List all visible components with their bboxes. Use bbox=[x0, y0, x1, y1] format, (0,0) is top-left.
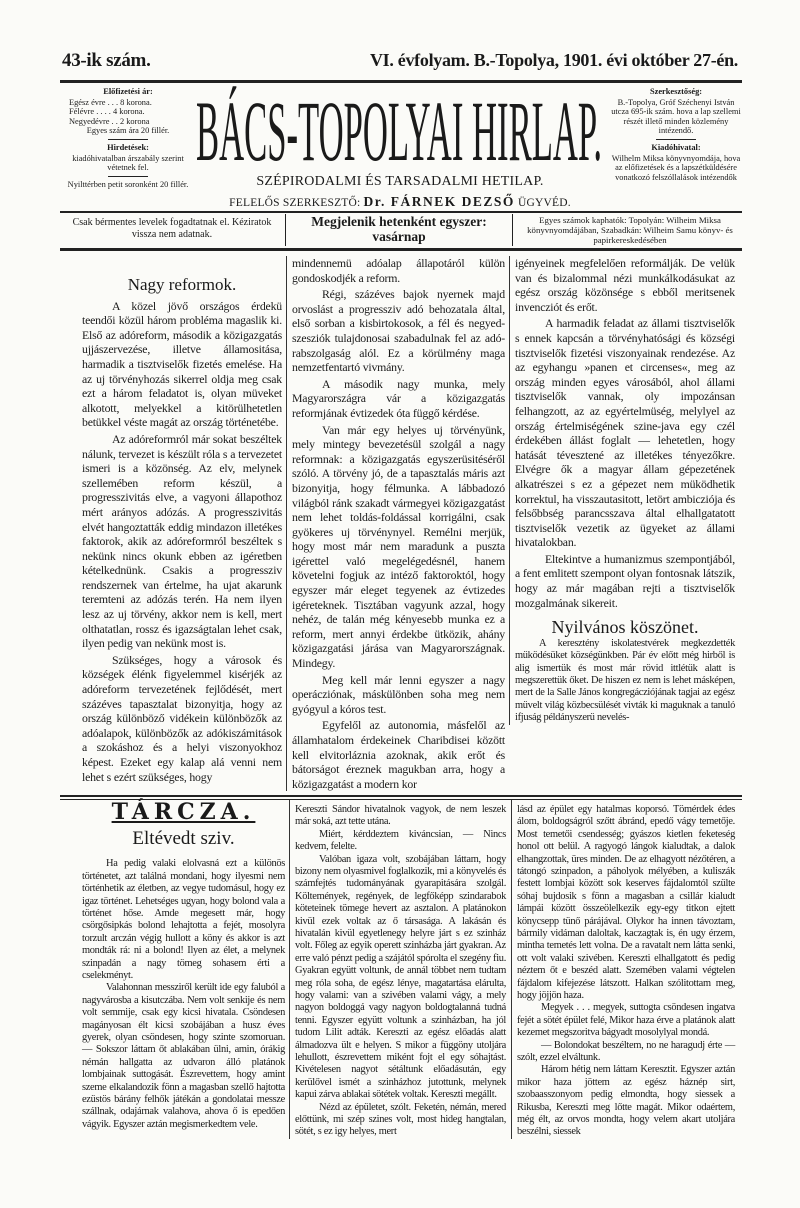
section-heading-tarcza: TÁRCZA. bbox=[111, 798, 256, 825]
paragraph: mindennemü adóalap állapotáról külön gondoskodjék a reform. bbox=[292, 256, 505, 285]
feuilleton-title: Eltévedt sziv. bbox=[132, 828, 235, 850]
bar-rule-top bbox=[60, 211, 742, 213]
editorial-heading: Szerkesztőség: bbox=[649, 87, 703, 96]
thanks-title: Nyilvános köszönet. bbox=[551, 617, 699, 638]
editor-label: FELELŐS SZERKESZTŐ: bbox=[229, 197, 361, 209]
main-section bbox=[0, 256, 800, 791]
divider bbox=[656, 139, 696, 141]
office-text: Wilhelm Miksa könyvnyomdája, hova az előfizetések és a lapszétküldésére vonatkozó felszóllalások intézendők bbox=[611, 153, 741, 182]
paragraph: Eltekintve a humanizmus szempontjából, a fent emlitett szempont olyan fontosnak látszik, hogy az már magában rejti a tisztviselők mozgalmának sikereit. bbox=[515, 551, 735, 610]
editor-line bbox=[192, 194, 608, 210]
paragraph: Régi, százéves bajok nyernek majd orvoslást a progressziv adó behozatala által, első sorban a kisbirtokosok, a fél és negyed-szesziók tulajdonosai szabadulnak fel az adó-rabszolgaság alól. Ez a körülmény maga nemzetfentartó vivmány. bbox=[292, 287, 505, 375]
publication-day: vasárnap bbox=[372, 229, 426, 244]
paragraph: — Bolondokat beszéltem, no ne haragudj érte — szólt, ezzel elváltunk. bbox=[517, 1039, 735, 1063]
paragraph: A közel jövő országos érdekü teendői közül három probléma magaslik ki. Első az adóreform, második a közigazgatás ujjászervezése, illetve államositása, harmadik a tisztviselők fizetés emelése. Ha az uj törvényhozás sikerrel oldja meg csak ezt a három feladatot is, olyan müveket alkotott, melyekkel a kitörülhetetlen betükkel véste magát az ország történetébe. bbox=[82, 298, 282, 430]
price-table bbox=[69, 98, 187, 127]
divider bbox=[108, 176, 148, 178]
paragraph: Nézd az épületet, szólt. Feketén, némán, mered előttünk, mi szép szines volt, most hideg hangtalan, sötét, s ez igy helyes, mert bbox=[295, 1101, 506, 1138]
paragraph: Megyek . . . megyek, suttogta csöndesen ingatva fejét a sötét épület felé, Mikor haza érve a platánok alatt kezemet megszoritva bágyadt mosolylyal mondá. bbox=[517, 1002, 735, 1039]
price-label: Negyedévre . . bbox=[69, 116, 118, 126]
thanks-article bbox=[515, 617, 735, 724]
sales-notice: Egyes számok kaphatók: Topolyán: Wilheim Miksa könyvnyomdájában, Szabadkán: Wilheim Samu könyv- és papirkereskedésében bbox=[527, 215, 733, 245]
thanks-body bbox=[515, 638, 735, 725]
publication-frequency: Megjelenik hetenként egyszer: bbox=[311, 214, 487, 229]
editor-title: ÜGYVÉD. bbox=[518, 197, 571, 209]
issue-number: 43-ik szám. bbox=[62, 50, 151, 71]
newspaper-title: BÁCS-TOPOLYAI HIRLAP. bbox=[196, 84, 602, 168]
bar-rule-bottom bbox=[60, 248, 742, 251]
paragraph: A második nagy munka, mely Magyarországra vár a közigazgatás reformjának évtizedek óta függő kérdése. bbox=[292, 376, 505, 420]
header-rule bbox=[60, 80, 742, 83]
price-value: 4 korona. bbox=[112, 107, 145, 116]
paragraph: Egyfelől az autonomia, másfelől az államhatalom érdekeinek Charibdisei között kell elvitorláznia azoknak, akik erőt és bátorságot éreznek magukban arra, hogy a közigazgatást a modern kor bbox=[292, 718, 505, 791]
ads-heading: Hirdetések: bbox=[107, 143, 149, 152]
single-price: Egyes szám ára 20 fillér. bbox=[86, 126, 170, 135]
article-column-1 bbox=[82, 256, 282, 784]
office-heading: Kiadóhivatal: bbox=[651, 143, 701, 152]
price-row bbox=[69, 98, 187, 108]
nyiltter-text: Nyilttérben petit soronként 20 fillér. bbox=[67, 180, 189, 189]
subscription-heading: Előfizetési ár: bbox=[103, 87, 153, 96]
paragraph: Három hétig nem láttam Keresztit. Egyszer aztán mikor haza jöttem az egész háznép sirt, szobaasszonyom pedig elmondta, hogy siessek a Rikusba, Kereszti meg lőtte magát. Mikor odaértem, még élt, az orvos mondta, hogy velem akart utoljára beszélni, siessek bbox=[517, 1064, 735, 1138]
publication-notice bbox=[288, 214, 510, 244]
article-column-3 bbox=[509, 256, 735, 725]
paragraph: Van már egy helyes uj törvényünk, mely mintegy bevezetésül szolgál a nagy reformnak: a közigazgatás egyszerüsitéséről szóló. A törvény jó, de a tapasztalás máris azt bizonyitja, hogy félmunka. A lábbadozó világból ránk szakadt vármegyei közigazgatást nem lehet toldás-foldással korrigálni, csak gyökeres uj törvénynyel. Remélni merjük, hogy most már nem maradunk a puszta igérettel való megelégedésnél, hanem követelni fogjuk az intéző faktoroktól, hogy egyszer már eleget tegyenek az évtizedes igéreteknek. Tisztában vagyunk azzal, hogy nehéz, de talán még kényesebb munka ez a reform, mert annyi érdekbe ütközik, ahány közigazgatási járása van Magyarországnak. Mindegy. bbox=[292, 422, 505, 671]
subscription-box bbox=[58, 87, 198, 190]
volume-date: VI. évfolyam. B.-Topolya, 1901. évi október 27-én. bbox=[369, 50, 738, 70]
price-label: Egész évre . . . bbox=[69, 97, 119, 107]
article-title: Nagy reformok. bbox=[127, 275, 237, 294]
letters-notice: Csak bérmentes levelek fogadtatnak el. Kéziratok vissza nem adatnak. bbox=[72, 217, 272, 240]
bar-divider bbox=[512, 214, 513, 246]
paragraph: Valahonnan messziről került ide egy faluból a nagyvárosba a kisutczába. Nem volt senkije és nem volt semmije, csak egy kicsi hivatala. Csöndesen magányosan élt kicsi szobájában a husz éves gyerek, olyan csöndesen, hogy szinte szomoruan. — Sokszor láttam őt ablakában ülni, amin, órákig némán hallgatta az udvaron álló platánok lombjainak suttogását. Észrevettem, hogy amint szeme elkalandozik fönn a magasban szellő hajtotta ezüstös bárány felhők játékán a gondolatai messze szállnak, odajárnak valahova, ahova ő is epedően vágyik. Egyszer aztán megismerkedtem vele. bbox=[82, 982, 285, 1130]
paragraph: Az adóreformról már sokat beszéltek nálunk, tervezet is készült róla s a tervezetet ismeri is a közönség. Az elv, melynek szellemében reform készül, a progresszivitás elve, a vagyoni állapothoz mért arányos adózás. A progresszivitás elvét hangoztatták eddig mindazon illetékes faktorok, akik az adóreformról beszéltek s nekünk nincs okunk ebben az igéretben kételkednünk. Csakis a progressziv rendszernek van értelme, ha ujat akarunk teremteni az adózás terén. Ha nem ilyen lesz az uj törvény, akkor nem is kell, mert olthatatlan, rossz és igazságtalan lehet csak, ilyen pedig van nekünk most is. bbox=[82, 431, 282, 651]
divider bbox=[108, 139, 148, 141]
paragraph: Szükséges, hogy a városok és községek élénk figyelemmel kisérjék az adóreform tervezetének fejlődését, mert százéves tapasztalat bizonyitja, hogy az ország különböző vidékein különbözők az adóalapok, különbözők az adókiszámitások a szokáshoz és a helyi viszonyokhoz képest. Ezeket egy kalap alá venni nem lehet s ezért szükséges, hogy bbox=[82, 652, 282, 784]
masthead bbox=[192, 84, 608, 210]
editor-name: Dr. FÁRNEK DEZSŐ bbox=[363, 194, 515, 209]
paragraph: Miért, kérddeztem kiváncsian, — Nincs kedvem, felelte. bbox=[295, 828, 506, 853]
paragraph: A harmadik feladat az állami tisztviselők s ennek kapcsán a törvényhatósági és községi tisztviselők fizetési viszonyainak rendezése. Az az egyhangu »panen et circenses«, meg az ország minden egyes városából, ahol állami tisztviselők vannak, oly impozánsan felhangzott, az az egyértelmüség, melylyel az ország értelmiségének szine-java egy czél érdekében állást foglalt — lehetetlen, hogy hatását tévesztené az illetékes tényezőkre. Elvégre ők a magyar állam gépezetének alkatrészei s ez a gépezet nem müködhetik korrektul, ha visszautasitott, letört ambicziója és felsőbbség parancsszava által elhallgatatott tisztviselők vezetik az ügyeket az állami hivatalokban. bbox=[515, 316, 735, 550]
feuilleton-column-2 bbox=[289, 800, 511, 1139]
paragraph: lásd az épület egy hatalmas koporsó. Tömérdek édes álom, boldogságról szőtt ábránd, epedő vágy temetője. Most temetői csendesség; gyászos kietlen feketeség honol ott belül. A ragyogó lángok kialudtak, a dalok elhangzottak, üres minden. De az elhagyott nézőtéren, a tátongó szinpadon, a páholyok mélyében, a kuliszák festett lombjai között sok keserves fájdalomtól szülte sóhaj bujdosik s fönn a magasban a csillár kialudt lámpái között összeölelkezik egy-egy titkon ejtett könycsepp tünő párájával. Olykor ha innen távoztam, bármily vidáman daloltak, kaczagtak is, én ugy érzem, mintha temetés lett volna. De a ravatalt nem látta senki, ott volt valaki szivében. Kereszti elhallgatott és pedig néztem őt e beszéd alatt. Szemében valami végtelen fájdalom kifejezése látszott. Halkan szólitottam meg, hogy jöjjön haza. bbox=[517, 803, 735, 1001]
bar-divider bbox=[285, 214, 286, 246]
price-value: 2 korona bbox=[119, 116, 150, 126]
price-row bbox=[69, 117, 187, 127]
paragraph: Valóban igaza volt, szobájában láttam, hogy bizony nem olyasmivel foglalkozik, mi a könyvelés és számfejtés tudományának gyarapitására szolgál. Költemények, regények, de legfőképp szindarabok köteteinek tömege hevert az asztalon. A platánokon kivül ezek voltak az ő társasága. A lakásán és hivatalán kivül egyetlenegy helyre járt s ez szinház volt. Főleg az egyik operett szinházba járt gyakran. Az erre való pénzt pedig a szájától spórolta el szegény fiu. Gyakran együtt voltunk, de annál többet nem tudtam meg róla soha, de egész lénye, magatartása elárulta, hogy valami: van a szivében valami vágy, a mely nagyon boldoggá vagy nagyon boldogtalanná tudná tenni. Egyszer együtt voltunk a szinházban, ha jól tudom Lilit adták. Kereszti az egész előadás alatt álmadozva ült e helyen. S mikor a függöny utoljára lehullott, észrevettem miként fojt el egy sóhajtást. Kivételesen nagyot sétáltunk előadásután, egy kerülővel ismét a szinházhoz jutottunk, melynek kapui zárva ablakai sötétek voltak. Kereszti megállt. bbox=[295, 853, 506, 1101]
paragraph: Meg kell már lenni egyszer a nagy operácziónak, máskülönben soha meg nem gyógyul a kóros test. bbox=[292, 672, 505, 716]
feuilleton-section bbox=[0, 800, 800, 1139]
subtitle: SZÉPIRODALMI ÉS TARSADALMI HETILAP. bbox=[256, 174, 544, 189]
editorial-text: B.-Topolya, Gróf Széchenyi István utcza 695-ik szám. hova a lap szellemi részét illető minden közlemény intézendő. bbox=[611, 97, 741, 135]
feuilleton-column-3 bbox=[511, 800, 735, 1139]
newspaper-title-svg bbox=[192, 84, 608, 168]
paragraph: Ha pedig valaki elolvasná ezt a különös történetet, azt találná mondani, hogy ilyesmi nem történhetik az életben, az vegye tudomásul, hogy ez igaz történet. Lehetséges ugyan, hogy bolond vala a történet hőse. Amde megesett már, hogy csörgősipkás bolond lehajtotta a fejét, mosolyra torzult arczán végig hullott a köny és akkor is azt mondták rá: ni a bolond! Ilyen az élet, a melynek szinpadán a nagy tömeg sohasem érti a cselekményt. bbox=[82, 858, 285, 981]
article-column-2 bbox=[286, 256, 509, 791]
price-value: 8 korona. bbox=[120, 97, 152, 107]
paragraph: Kereszti Sándor hivatalnok vagyok, de nem leszek már soká, azt tette utána. bbox=[295, 803, 506, 828]
paragraph: A keresztény iskolatestvérek megkezdették müködésüket községünkben. Pár év előtt még hirből is alig ismertük és most már rövid ittlétük alatt is megszerettük őket. De hiszen ez nem is lehet másképen, mert de la Salle János kongregácziójának tagjai az egész müvelt világ közbecsülését vivták ki maguknak a tanuló ifjuság példányszerü nevelés- bbox=[515, 637, 735, 724]
header bbox=[0, 0, 800, 252]
editorial-box bbox=[608, 87, 744, 182]
price-label: Félévre . . . . bbox=[69, 107, 111, 116]
feuilleton-column-1 bbox=[82, 800, 285, 1131]
paragraph: igényeinek megfelelően reformálják. De velük van és bizalommal nézi munkálkodásukat az egész ország közönsége s ebből meritsenek invencziót és erőt. bbox=[515, 256, 735, 314]
price-row bbox=[69, 107, 187, 117]
feuilleton-rule bbox=[60, 795, 742, 797]
ads-text: kiadóhivatalban árszabály szerint vétetnek fel. bbox=[72, 153, 184, 172]
